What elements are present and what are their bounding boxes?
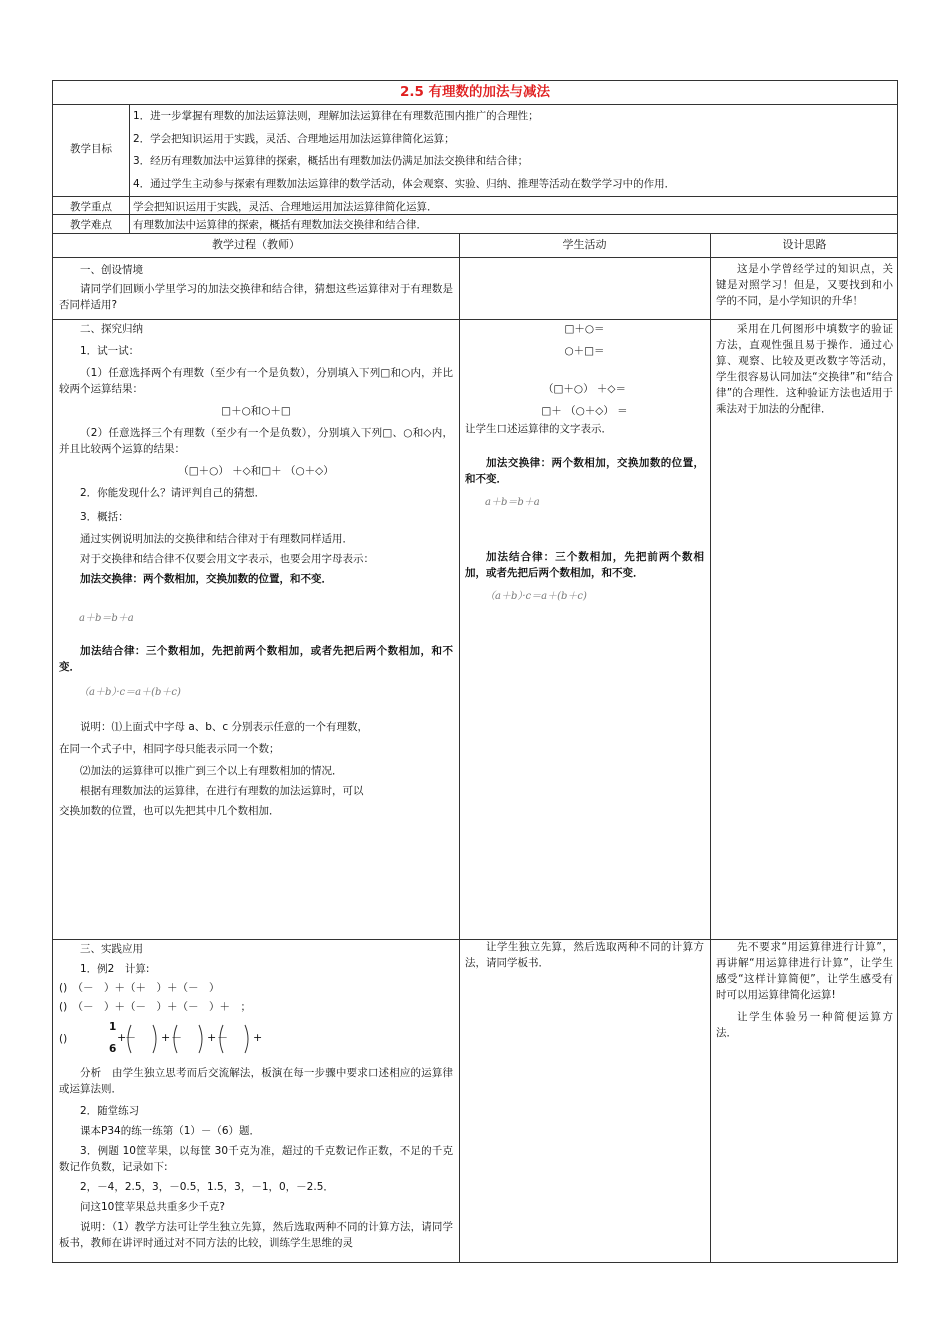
difficulty-label: 教学难点 bbox=[70, 219, 112, 231]
student-expression: ○＋□＝ bbox=[564, 345, 605, 357]
student-associative-law: 加法结合律：三个数相加，先把前两个数相加，或者先把后两个数相加，和不变． bbox=[465, 551, 704, 579]
student-expression: □＋ （○＋◇） ＝ bbox=[541, 405, 628, 417]
section-2-row bbox=[53, 320, 897, 940]
fraction-denominator: 6 bbox=[109, 1043, 117, 1055]
try-heading: 1．试一试： bbox=[80, 345, 140, 357]
analysis-text: 分析 由学生独立思考而后交流解法，板演在每一步骤中要求口述相应的运算律或运算法则． bbox=[59, 1067, 453, 1095]
commutative-formula: a＋b＝b＋a bbox=[79, 613, 134, 624]
example-3-data: 2，－4，2.5，3，－0.5，1.5，3，－1，0，－2.5． bbox=[80, 1181, 334, 1193]
example-line-1: () （－ ）＋（＋ ）＋（－ ） bbox=[59, 982, 220, 994]
header-teacher: 教学过程（教师） bbox=[212, 238, 300, 251]
svg-text:+: + bbox=[253, 1031, 263, 1044]
section-3-teacher bbox=[53, 941, 459, 1251]
student-expression: □＋○＝ bbox=[564, 323, 605, 335]
section-2-design: 采用在几何图形中填数字的验证方法，直观性强且易于操作．通过心算、观察、比较及更改数字等活动，学生很容易认同加法“交换律”和“结合律”的合理性．这种验证方法也适用于乘法对于加法的分配律． bbox=[716, 323, 893, 415]
summary-heading: 3．概括： bbox=[80, 511, 129, 523]
section-2-title: 二、探究归纳 bbox=[80, 323, 143, 335]
question-2: （2）任意选择三个有理数（至少有一个是负数），分别填入下列□、○和◇内，并且比较两个运算的结果： bbox=[59, 427, 453, 455]
example-line-2: () （－ ）＋（－ ）＋（－ ）＋ ； bbox=[59, 1001, 251, 1013]
example-label: () bbox=[59, 1033, 68, 1045]
summary-text-2: 对于交换律和结合律不仅要会用文字表示，也要会用字母表示： bbox=[80, 553, 374, 565]
associative-formula: （a＋b）·c＝a＋(b＋c) bbox=[79, 687, 181, 698]
student-expression: （□＋○） ＋◇＝ bbox=[543, 383, 626, 395]
key-point-row bbox=[53, 197, 897, 215]
objective-item: 1．进一步掌握有理数的加法运算法则，理解加法运算律在有理数范围内推广的合理性； bbox=[133, 110, 539, 122]
note-1: 说明：⑴上面式中字母 a、b、c 分别表示任意的一个有理数， bbox=[80, 721, 369, 733]
objective-item: 2．学会把知识运用于实践，灵活、合理地运用加法运算律简化运算； bbox=[133, 132, 455, 145]
objectives-label: 教学目标 bbox=[70, 143, 112, 155]
question-3: 2．你能发现什么？请评判自己的猜想． bbox=[80, 487, 266, 499]
section-1-title: 一、创设情境 bbox=[80, 264, 143, 276]
section-1-design: 这是小学曾经学过的知识点，关键是对照学习！但是，又要找到和小学的不同，是小学知识的升华！ bbox=[716, 263, 893, 307]
svg-text:－: － bbox=[171, 1031, 182, 1044]
student-commutative-law: 加法交换律：两个数相加，交换加数的位置，和不变． bbox=[465, 457, 704, 485]
objectives-list bbox=[133, 105, 893, 195]
svg-text:－: － bbox=[125, 1031, 136, 1044]
student-associative-formula: （a＋b）·c＝a＋(b＋c) bbox=[485, 591, 587, 602]
question-1: （1）任意选择两个有理数（至少有一个是负数），分别填入下列□和○内，并比较两个运算结果： bbox=[59, 367, 453, 395]
expression-1: □＋○和○＋□ bbox=[221, 405, 291, 417]
commutative-law: 加法交换律：两个数相加，交换加数的位置，和不变． bbox=[80, 573, 332, 585]
header-design: 设计思路 bbox=[782, 238, 827, 251]
svg-text:+: + bbox=[207, 1031, 217, 1044]
title-row bbox=[53, 81, 897, 105]
svg-text:+: + bbox=[117, 1031, 127, 1044]
objectives-row bbox=[53, 105, 897, 197]
section-3-title: 三、实践应用 bbox=[80, 943, 143, 955]
objective-item: 4．通过学生主动参与探索有理数加法运算律的数学活动，体会观察、实验、归纳、推理等活动在数学学习中的作用． bbox=[133, 177, 676, 190]
expression-2: （□＋○） ＋◇和□＋ （○＋◇） bbox=[178, 465, 334, 477]
associative-law: 加法结合律：三个数相加，先把前两个数相加，或者先把后两个数相加，和不变． bbox=[59, 645, 453, 673]
section-3-design-2: 让学生体验另一种简便运算方法． bbox=[716, 1011, 893, 1039]
section-1-row bbox=[53, 258, 897, 320]
method-note: 说明：（1）教学方法可让学生独立先算，然后选取两种不同的计算方法，请同学板书，教师在讲评时通过对不同方法的比较，训练学生思维的灵 bbox=[59, 1221, 453, 1249]
difficulty-row bbox=[53, 215, 897, 234]
example-3-question: 问这10筐苹果总共重多少千克? bbox=[80, 1201, 225, 1213]
note-4: 根据有理数加法的运算律，在进行有理数的加法运算时，可以 bbox=[80, 785, 364, 797]
section-2-student bbox=[459, 321, 710, 605]
section-3-student: 让学生独立先算，然后选取两种不同的计算方法，请同学板书． bbox=[465, 941, 704, 969]
note-3: ⑵加法的运算律可以推广到三个以上有理数相加的情况． bbox=[80, 765, 343, 777]
objective-item: 3．经历有理数加法中运算律的探索，概括出有理数加法仍满足加法交换律和结合律； bbox=[133, 155, 529, 167]
section-1-text: 请同学们回顾小学里学习的加法交换律和结合律，猜想这些运算律对于有理数是否同样适用? bbox=[59, 283, 453, 311]
key-point-label: 教学重点 bbox=[70, 201, 112, 213]
student-commutative-formula: a＋b＝b＋a bbox=[485, 497, 540, 508]
svg-text:+: + bbox=[161, 1031, 171, 1044]
example-heading: 1．例2 计算: bbox=[80, 963, 150, 975]
example-line-3 bbox=[59, 1019, 453, 1059]
bracket-expression bbox=[115, 1019, 285, 1059]
section-3-design-1: 先不要求“用运算律进行计算”，再讲解“用运算律进行计算”，让学生感受“这样计算简便”，让学生感受有时可以用运算律简化运算! bbox=[716, 941, 893, 1001]
practice-text: 课本P34的练一练第（1）－（6）题． bbox=[80, 1125, 261, 1137]
svg-text:－: － bbox=[217, 1031, 228, 1044]
practice-heading: 2．随堂练习 bbox=[80, 1105, 140, 1117]
student-instruction: 让学生口述运算律的文字表示． bbox=[465, 423, 612, 435]
key-point-text: 学会把知识运用于实践，灵活、合理地运用加法运算律简化运算． bbox=[133, 201, 438, 213]
section-2-teacher bbox=[53, 321, 459, 819]
section-1-teacher bbox=[53, 262, 459, 313]
fraction-numerator: 1 bbox=[109, 1021, 117, 1033]
note-5: 交换加数的位置，也可以先把其中几个数相加． bbox=[59, 805, 280, 817]
header-row bbox=[53, 234, 897, 258]
difficulty-text: 有理数加法中运算律的探索，概括有理数加法交换律和结合律． bbox=[133, 219, 427, 231]
summary-text-1: 通过实例说明加法的交换律和结合律对于有理数同样适用． bbox=[80, 533, 353, 545]
lesson-plan-table bbox=[52, 80, 898, 1263]
note-2: 在同一个式子中，相同字母只能表示同一个数； bbox=[59, 743, 280, 755]
page-title: 2.5 有理数的加法与减法 bbox=[399, 84, 551, 100]
header-student: 学生活动 bbox=[562, 238, 607, 251]
example-3-text: 3．例题 10筐苹果，以每筐 30千克为准，超过的千克数记作正数，不足的千克数记作负数，记录如下: bbox=[59, 1145, 453, 1173]
section-3-design bbox=[710, 939, 899, 1041]
